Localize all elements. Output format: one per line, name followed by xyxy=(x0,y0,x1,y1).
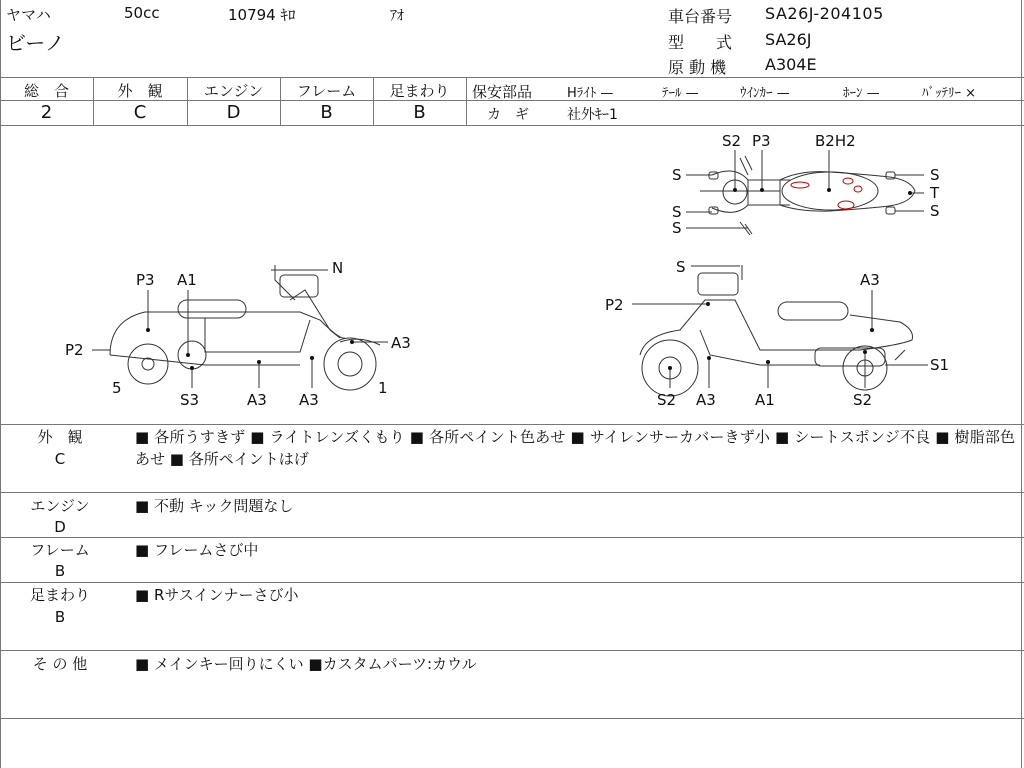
scooter-damage-diagram xyxy=(0,126,1020,424)
section-label-other: そ の 他 xyxy=(32,655,88,673)
frame-no: SA26J-204105 xyxy=(765,4,884,23)
label-left-a3a: A3 xyxy=(247,391,267,409)
divider xyxy=(0,424,1024,425)
label-right-s: S xyxy=(676,258,686,276)
section-label-exterior: 外 観 xyxy=(37,428,83,446)
frame-no-label: 車台番号 xyxy=(668,7,733,26)
section-text-other: ■ メインキー回りにくい ■カスタムパーツ:カウル xyxy=(135,655,477,673)
label-top-s-right1: S xyxy=(930,166,940,184)
grade-label-exterior: 外 観 xyxy=(117,82,163,100)
grade-label-engine: エンジン xyxy=(203,82,264,100)
safety-headlight: Hﾗｲﾄ — xyxy=(567,86,614,101)
section-text-engine: ■ 不動 キック問題なし xyxy=(135,497,294,515)
divider xyxy=(466,77,467,125)
label-top-t: T xyxy=(930,184,940,202)
label-left-p3: P3 xyxy=(136,271,155,289)
section-text-suspension: ■ Rサスインナーさび小 xyxy=(135,586,299,604)
divider xyxy=(0,537,1024,538)
section-grade-suspension: B xyxy=(54,608,66,626)
safety-battery: ﾊﾞｯﾃﾘｰ × xyxy=(922,86,977,101)
label-right-a1: A1 xyxy=(755,391,775,409)
section-label-engine: エンジン xyxy=(30,497,90,515)
type-label: 型 式 xyxy=(668,33,733,52)
label-left-a3b: A3 xyxy=(299,391,319,409)
label-left-1: 1 xyxy=(378,379,388,397)
label-top-b2h2: B2H2 xyxy=(815,132,856,150)
safety-label: 保安部品 xyxy=(472,83,533,101)
label-right-s1: S1 xyxy=(930,356,950,374)
model-name: ビーノ xyxy=(6,31,65,55)
label-left-s3: S3 xyxy=(180,391,200,409)
grade-label-frame: フレーム xyxy=(296,82,357,100)
safety-winker: ｳｲﾝｶｰ — xyxy=(740,86,790,101)
mileage: 10794 ｷﾛ xyxy=(228,6,296,24)
label-top-s-left2: S xyxy=(672,203,682,221)
label-top-p3: P3 xyxy=(752,132,771,150)
divider xyxy=(1021,0,1022,768)
section-text-exterior: ■ 各所うすきず ■ ライトレンズくもり ■ 各所ペイント色あせ ■ サイレンサーカバーきず小 ■ シートスポンジ不良 ■ 樹脂部色あせ ■ 各所ペイントはげ xyxy=(135,428,1015,468)
key-value: 社外ｷｰ1 xyxy=(567,107,618,123)
divider xyxy=(0,582,1024,583)
section-grade-exterior: C xyxy=(54,450,66,468)
grade-label-overall: 総 合 xyxy=(23,82,69,100)
engine-label: 原 動 機 xyxy=(668,58,727,77)
grade-label-suspension: 足まわり xyxy=(389,82,450,100)
divider xyxy=(0,718,1024,719)
label-top-s2: S2 xyxy=(722,132,742,150)
grade-value-suspension: B xyxy=(413,102,426,123)
label-left-a3-right: A3 xyxy=(391,334,411,352)
divider xyxy=(0,492,1024,493)
top-view-scooter xyxy=(700,156,915,235)
grade-value-engine: D xyxy=(226,102,241,123)
grade-value-overall: 2 xyxy=(40,102,53,123)
section-grade-frame: B xyxy=(54,562,66,580)
section-label-suspension: 足まわり xyxy=(29,586,90,604)
label-top-s-left1: S xyxy=(672,166,682,184)
label-left-p2: P2 xyxy=(65,341,84,359)
safety-tail: ﾃｰﾙ — xyxy=(662,86,699,101)
label-right-p2: P2 xyxy=(605,296,624,314)
label-top-s-right2: S xyxy=(930,202,940,220)
safety-horn: ﾎｰﾝ — xyxy=(843,86,880,101)
label-left-a1: A1 xyxy=(177,271,197,289)
type-value: SA26J xyxy=(765,30,812,49)
label-left-5: 5 xyxy=(112,379,122,397)
label-left-n: N xyxy=(332,259,344,277)
divider xyxy=(0,77,1024,78)
section-text-frame: ■ フレームさび中 xyxy=(135,541,259,559)
label-right-a3b: A3 xyxy=(696,391,716,409)
label-top-s-left3: S xyxy=(672,219,682,237)
label-right-s2a: S2 xyxy=(657,391,677,409)
divider xyxy=(0,650,1024,651)
section-grade-engine: D xyxy=(54,518,66,536)
body-color: ｱｵ xyxy=(390,8,404,24)
key-label: カ ギ xyxy=(487,107,529,123)
label-right-s2b: S2 xyxy=(853,391,873,409)
label-right-a3: A3 xyxy=(860,271,880,289)
engine-value: A304E xyxy=(765,55,817,74)
section-label-frame: フレーム xyxy=(30,541,90,559)
grade-value-exterior: C xyxy=(133,102,147,123)
damage-marks-top xyxy=(791,178,862,209)
displacement: 50cc xyxy=(124,4,160,22)
grade-value-frame: B xyxy=(320,102,333,123)
maker: ヤマハ xyxy=(6,6,51,24)
